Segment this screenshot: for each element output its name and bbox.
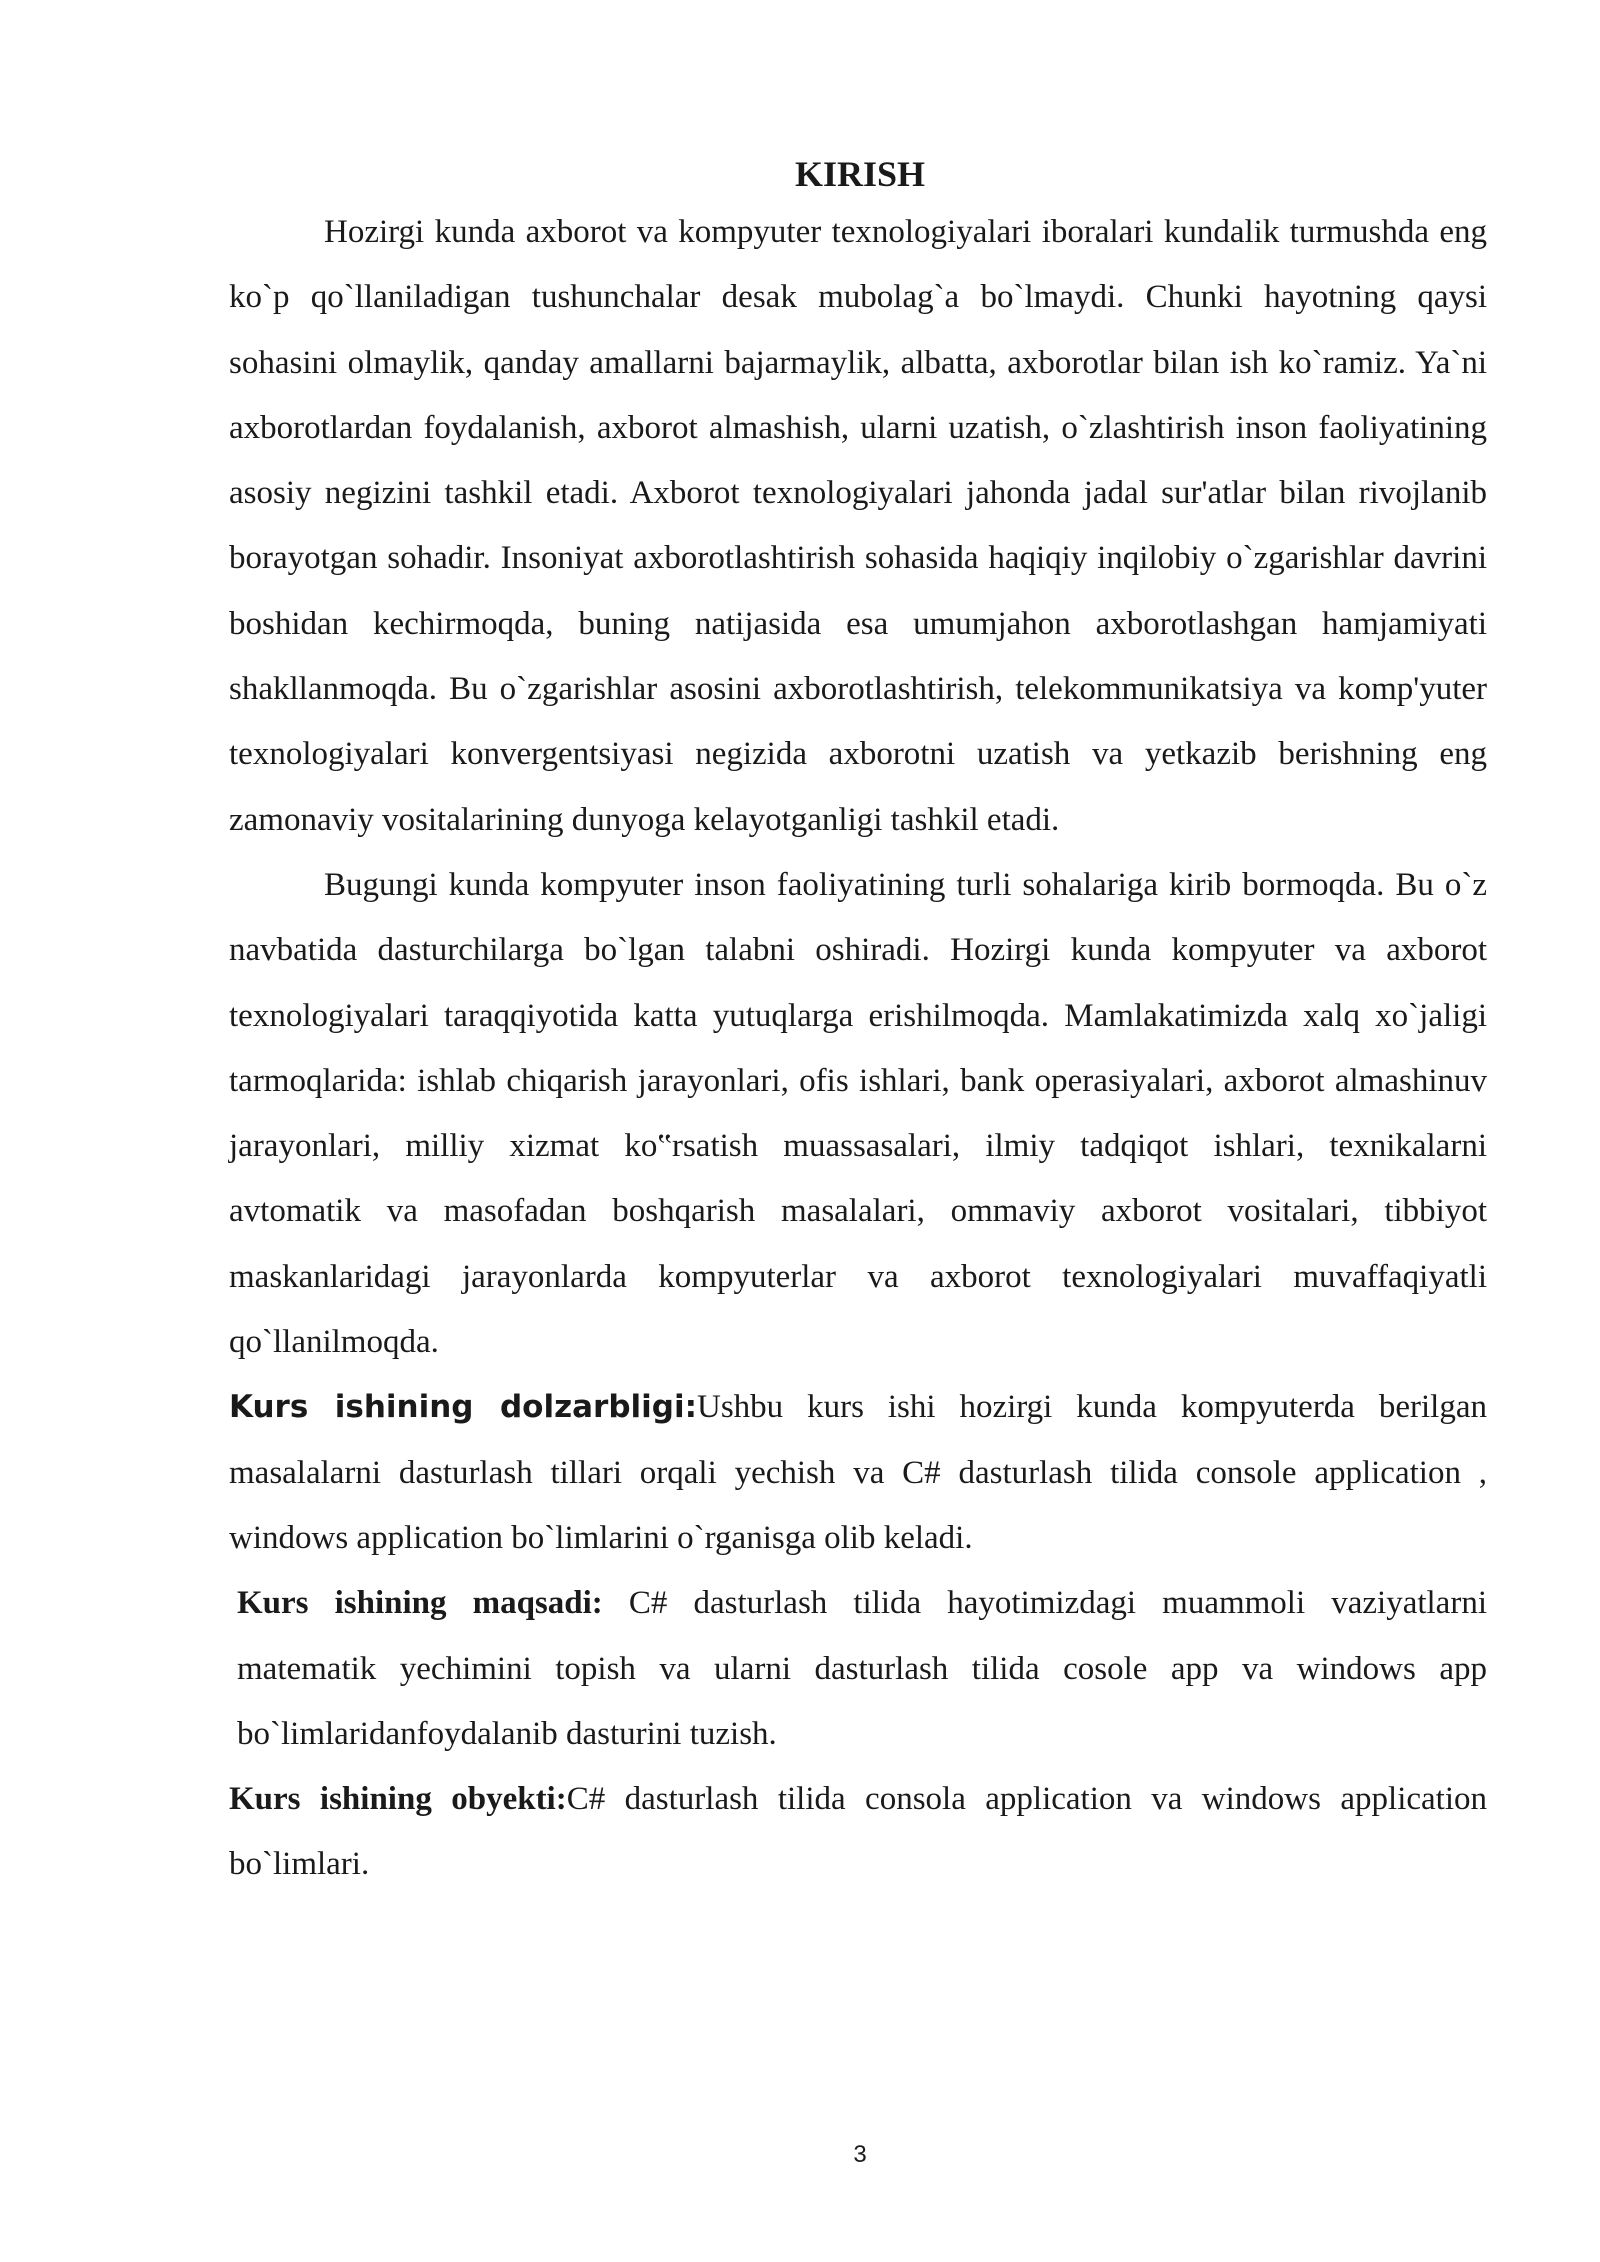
goal-label: Kurs ishining maqsadi: — [237, 1585, 603, 1622]
computer-usage-paragraph: Bugungi kunda kompyuter inson faoliyatining turli sohalariga kirib bormoqda. Bu o`z navbatida dasturchilarga bo`lgan talabni oshiradi. Hozirgi kunda kompyuter va axborot texnologiyalari taraqqiyotida katta yutuqlarga erishilmoqda. Mamlakatimizda xalq xo`jaligi tarmoqlarida: ishlab chiqarish jarayonlari, ofis ishlari, bank operasiyalari, axborot almashinuv jarayonlari, milliy xizmat ko‟rsatish muassasalari, ilmiy tadqiqot ishlari, texnikalarni avtomatik va masofadan boshqarish masalalari, ommaviy axborot vositalari, tibbiyot maskanlaridagi jarayonlarda kompyuterlar va axborot texnologiyalari muvaffaqiyatli qo`llanilmoqda. — [229, 866, 1487, 1361]
object-text: C# dasturlash tilida consola application va windows application bo`limlari. — [229, 1781, 1487, 1883]
relevance-label: Kurs ishining dolzarbligi: — [229, 1389, 697, 1426]
page-number: 3 — [853, 2141, 867, 2168]
section-title: KIRISH — [794, 154, 926, 194]
goal-text: C# dasturlash tilida hayotimizdagi muammoli vaziyatlarni matematik yechimini topish va ularni dasturlash tilida cosole app va windows app bo`limlaridanfoydalanib dasturini tuzish. — [237, 1585, 1487, 1752]
relevance-text: Ushbu kurs ishi hozirgi kunda kompyuterda berilgan masalalarni dasturlash tillari orqali yechish va C# dasturlash tilida console application , windows application bo`limlarini o`rganisga olib keladi. — [229, 1389, 1487, 1556]
document-body — [229, 200, 1487, 1898]
goal-section — [229, 1571, 1487, 1767]
object-section — [229, 1767, 1487, 1898]
intro-paragraph: Hozirgi kunda axborot va kompyuter texnologiyalari iboralari kundalik turmushda eng ko`p qo`llaniladigan tushunchalar desak mubolag`a bo`lmaydi. Chunki hayotning qaysi sohasini olmaylik, qanday amallarni bajarmaylik, albatta, axborotlar bilan ish ko`ramiz. Ya`ni axborotlardan foydalanish, axborot almashish, ularni uzatish, o`zlashtirish inson faoliyatining asosiy negizini tashkil etadi. Axborot texnologiyalari jahonda jadal sur'atlar bilan rivojlanib borayotgan sohadir. Insoniyat axborotlashtirish sohasida haqiqiy inqilobiy o`zgarishlar davrini boshidan kechirmoqda, buning natijasida esa umumjahon axborotlashgan hamjamiyati shakllanmoqda. Bu o`zgarishlar asosini axborotlashtirish, telekommunikatsiya va komp'yuter texnologiyalari konvergentsiyasi negizida axborotni uzatish va yetkazib berishning eng zamonaviy vositalarining dunyoga kelayotganligi tashkil etadi. — [229, 214, 1487, 838]
relevance-section — [229, 1375, 1487, 1571]
object-label: Kurs ishining obyekti: — [229, 1781, 567, 1818]
